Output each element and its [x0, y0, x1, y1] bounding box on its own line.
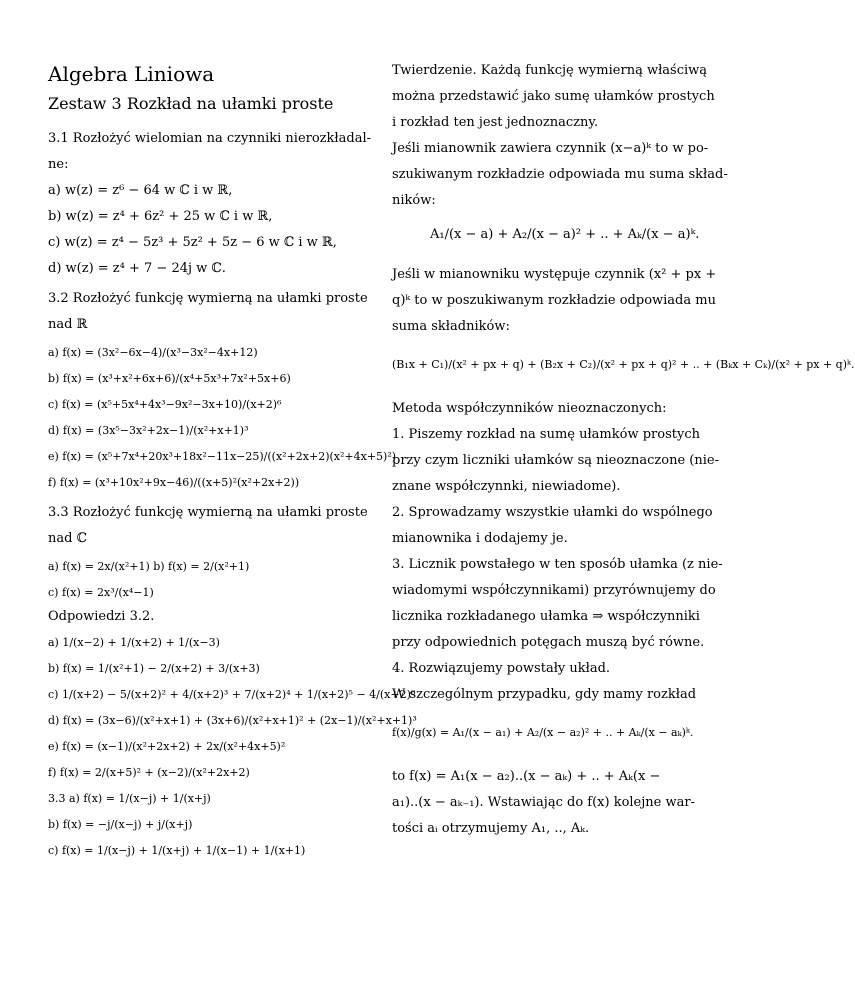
- right-line-5: ników:: [392, 193, 436, 208]
- right-line-2: i rozkład ten jest jednoznaczny.: [392, 115, 599, 130]
- right-line-11: Metoda współczynników nieoznaczonych:: [392, 401, 667, 416]
- left-line-19: a) 1/(x−2) + 1/(x+2) + 1/(x−3): [48, 636, 220, 649]
- left-line-26: b) f(x) = −j/(x−j) + j/(x+j): [48, 818, 193, 831]
- left-line-6: 3.2 Rozłożyć funkcję wymierną na ułamki proste: [48, 291, 368, 306]
- right-line-22: W szczególnym przypadku, gdy mamy rozkład: [392, 687, 697, 702]
- left-line-13: f) f(x) = (x³+10x²+9x−46)/((x+5)²(x²+2x+2)): [48, 476, 300, 489]
- left-line-21: c) 1/(x+2) − 5/(x+2)² + 4/(x+2)³ + 7/(x+2)⁴ + 1/(x+2)⁵ − 4/(x+2)⁶: [48, 688, 416, 701]
- left-line-18: Odpowiedzi 3.2.: [48, 609, 155, 624]
- left-line-9: b) f(x) = (x³+x²+6x+6)/(x⁴+5x³+7x²+5x+6): [48, 372, 291, 385]
- right-line-13: przy czym liczniki ułamków są nieoznaczone (nie-: [392, 453, 719, 468]
- right-line-15: 2. Sprowadzamy wszystkie ułamki do wspólnego: [392, 505, 713, 520]
- left-line-24: f) f(x) = 2/(x+5)² + (x−2)/(x²+2x+2): [48, 766, 250, 779]
- left-line-8: a) f(x) = (3x²−6x−4)/(x³−3x²−4x+12): [48, 346, 258, 359]
- right-line-25: a₁)..(x − aₖ₋₁). Wstawiając do f(x) kolejne war-: [392, 795, 695, 810]
- left-line-11: d) f(x) = (3x⁵−3x²+2x−1)/(x²+x+1)³: [48, 424, 249, 437]
- right-line-14: znane współczynnki, niewiadome).: [392, 479, 621, 494]
- right-line-20: przy odpowiednich potęgach muszą być równe.: [392, 635, 705, 650]
- left-line-23: e) f(x) = (x−1)/(x²+2x+2) + 2x/(x²+4x+5)²: [48, 740, 286, 753]
- right-formula-3: f(x)/g(x) = A₁/(x − a₁) + A₂/(x − a₂)² + .. + Aₖ/(x − aₖ)ᵏ.: [392, 726, 694, 739]
- left-line-3: b) w(z) = z⁴ + 6z² + 25 w ℂ i w ℝ,: [48, 209, 273, 224]
- left-line-4: c) w(z) = z⁴ − 5z³ + 5z² + 5z − 6 w ℂ i w ℝ,: [48, 235, 337, 250]
- right-formula-1: A₁/(x − a) + A₂/(x − a)² + .. + Aₖ/(x − a)ᵏ.: [430, 227, 700, 242]
- right-line-4: szukiwanym rozkładzie odpowiada mu suma skład-: [392, 167, 728, 182]
- left-line-5: d) w(z) = z⁴ + 7 − 24j w ℂ.: [48, 261, 226, 276]
- right-formula-2: (B₁x + C₁)/(x² + px + q) + (B₂x + C₂)/(x² + px + q)² + .. + (Bₖx + Cₖ)/(x² + px + q)ᵏ.: [392, 358, 855, 371]
- left-line-25: 3.3 a) f(x) = 1/(x−j) + 1/(x+j): [48, 792, 211, 805]
- right-line-18: wiadomymi współczynnikami) przyrównujemy do: [392, 583, 716, 598]
- right-line-12: 1. Piszemy rozkład na sumę ułamków prostych: [392, 427, 700, 442]
- left-line-0: 3.1 Rozłożyć wielomian na czynniki nierozkładal-: [48, 131, 372, 146]
- page-subtitle: Zestaw 3 Rozkład na ułamki proste: [48, 94, 334, 113]
- left-line-12: e) f(x) = (x⁵+7x⁴+20x³+18x²−11x−25)/((x²+2x+2)(x²+4x+5)²): [48, 450, 397, 463]
- right-line-0: Twierdzenie. Każdą funkcję wymierną właściwą: [392, 63, 708, 78]
- left-line-27: c) f(x) = 1/(x−j) + 1/(x+j) + 1/(x−1) + 1/(x+1): [48, 844, 306, 857]
- right-line-17: 3. Licznik powstałego w ten sposób ułamka (z nie-: [392, 557, 723, 572]
- left-line-22: d) f(x) = (3x−6)/(x²+x+1) + (3x+6)/(x²+x+1)² + (2x−1)/(x²+x+1)³: [48, 714, 417, 727]
- left-line-10: c) f(x) = (x⁵+5x⁴+4x³−9x²−3x+10)/(x+2)⁶: [48, 398, 282, 411]
- page-title: Algebra Liniowa: [48, 62, 215, 86]
- right-line-7: Jeśli w mianowniku występuje czynnik (x² + px +: [392, 267, 717, 282]
- right-line-24: to f(x) = A₁(x − a₂)..(x − aₖ) + .. + Aₖ(x −: [392, 769, 661, 784]
- right-line-19: licznika rozkładanego ułamka ⇒ współczynniki: [392, 609, 700, 624]
- left-line-1: ne:: [48, 157, 69, 172]
- right-line-9: suma składników:: [392, 319, 510, 334]
- right-line-1: można przedstawić jako sumę ułamków prostych: [392, 89, 715, 104]
- left-line-15: nad ℂ: [48, 531, 87, 546]
- right-line-16: mianownika i dodajemy je.: [392, 531, 568, 546]
- left-line-16: a) f(x) = 2x/(x²+1) b) f(x) = 2/(x²+1): [48, 560, 250, 573]
- left-line-17: c) f(x) = 2x³/(x⁴−1): [48, 586, 154, 599]
- right-line-3: Jeśli mianownik zawiera czynnik (x−a)ᵏ to w po-: [392, 141, 709, 156]
- left-line-7: nad ℝ: [48, 317, 88, 332]
- right-line-8: q)ᵏ to w poszukiwanym rozkładzie odpowiada mu: [392, 293, 716, 308]
- right-line-21: 4. Rozwiązujemy powstały układ.: [392, 661, 611, 676]
- left-line-2: a) w(z) = z⁶ − 64 w ℂ i w ℝ,: [48, 183, 233, 198]
- left-line-14: 3.3 Rozłożyć funkcję wymierną na ułamki proste: [48, 505, 368, 520]
- right-line-26: tości aᵢ otrzymujemy A₁, .., Aₖ.: [392, 821, 590, 836]
- left-line-20: b) f(x) = 1/(x²+1) − 2/(x+2) + 3/(x+3): [48, 662, 260, 675]
